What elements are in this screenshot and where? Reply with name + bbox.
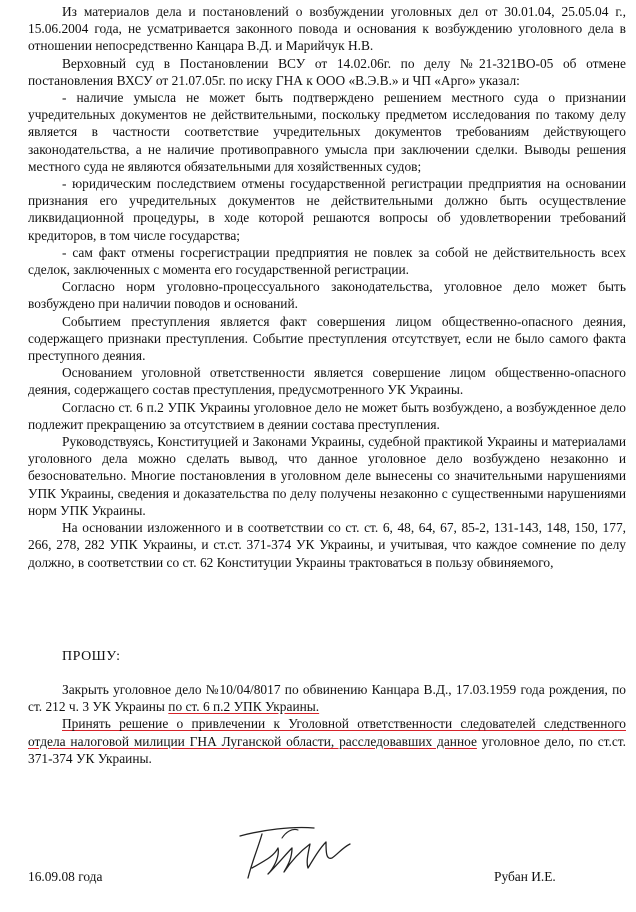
signature-image bbox=[222, 808, 372, 888]
request-item-prosecute-investigators bbox=[28, 715, 626, 767]
paragraph: Руководствуясь, Конституцией и Законами Украины, судебной практикой Украины и материалами уголовного дела можно сделать вывод, что данное уголовное дело возбуждено незаконно и безосновательно. Многие постановления в уголовном деле вынесены со значительными нарушениями УПК Украины, сведения и доказательства по делу получены незаконно с существенными нарушениями норм УПК Украины. bbox=[28, 434, 626, 518]
paragraph: Согласно норм уголовно-процессуального законодательства, уголовное дело может быть возбуждено при наличии поводов и оснований. bbox=[28, 279, 626, 312]
document-date: 16.09.08 года bbox=[28, 869, 103, 884]
document-body bbox=[28, 3, 626, 571]
signer-name: Рубан И.Е. bbox=[494, 869, 556, 884]
bullet-paragraph: - сам факт отмены госрегистрации предприятия не повлек за собой не действительность всех сделок, заключенных с момента его государственной регистрации. bbox=[28, 244, 626, 278]
paragraph: Событием преступления является факт совершения лицом общественно-опасного деяния, содержащего признаки преступления. Событие преступления отсутствует, если не было самого факта преступного деяния. bbox=[28, 313, 626, 364]
paragraph: На основании изложенного и в соответствии со ст. ст. 6, 48, 64, 67, 85-2, 131-143, 148, 150, 177, 266, 278, 282 УПК Украины, и ст.ст. 371-374 УК Украины, и учитывая, что каждое сомнение по делу должно, в соответствии со ст. 62 Конституции Украины трактоваться в пользу обвиняемого, bbox=[28, 520, 626, 570]
request-section bbox=[28, 681, 626, 767]
bullet-paragraph: - юридическим последствием отмены государственной регистрации предприятия на основании признания его учредительных документов не действительными должно быть осуществление ликвидационной процедуры, в ходе которой решаются вопросы об удовлетворении требований кредиторов, в том числе государства; bbox=[28, 176, 626, 243]
request-item-text: уголовное дело, по ст.ст. 371-374 УК Украины. bbox=[28, 733, 626, 766]
underlined-text: Принять решение о привлечении к Уголовной ответственности следователей следственного отдела налоговой милиции ГНА Луганской области, расследовавших данное bbox=[28, 716, 626, 749]
underlined-text: по ст. 6 п.2 УПК Украины. bbox=[168, 699, 320, 715]
bullet-paragraph: - наличие умысла не может быть подтверждено решением местного суда о признании учредительных документов не действительными, поскольку предметом исследования по такому делу является в частности соответствие учредительных документов требованиям действующего законодательства, а не наличие противоправного умысла при заключении сделки. Выводы решения местного суда не являются обязательными для хозяйственных судов; bbox=[28, 90, 626, 174]
request-item-text: Закрыть уголовное дело №10/04/8017 по обвинению Канцара В.Д., 17.03.1959 года рождения, по ст. 212 ч. 3 УК Украины bbox=[28, 682, 626, 715]
paragraph: Из материалов дела и постановлений о возбуждении уголовных дел от 30.01.04, 25.05.04 г., 15.06.2004 года, не усматривается законного повода и основания к возбуждению уголовного дела в отношении непосредственно Канцара В.Д. и Марийчук Н.В. bbox=[28, 4, 626, 54]
paragraph: Согласно ст. 6 п.2 УПК Украины уголовное дело не может быть возбуждено, а возбужденное дело подлежит прекращению за отсутствием в деянии состава преступления. bbox=[28, 399, 626, 432]
request-item-close-case bbox=[28, 681, 626, 715]
paragraph: Верховный суд в Постановлении ВСУ от 14.02.06г. по делу №21-321ВО-05 об отмене постановления ВХСУ от 21.07.05г. по иску ГНА к ООО «В.Э.В.» и ЧП «Арго» указал: bbox=[28, 55, 626, 88]
paragraph: Основанием уголовной ответственности является совершение лицом общественно-опасного деяния, содержащего состав преступления, предусмотренного УК Украины. bbox=[28, 365, 626, 398]
request-heading: ПРОШУ: bbox=[62, 649, 121, 664]
